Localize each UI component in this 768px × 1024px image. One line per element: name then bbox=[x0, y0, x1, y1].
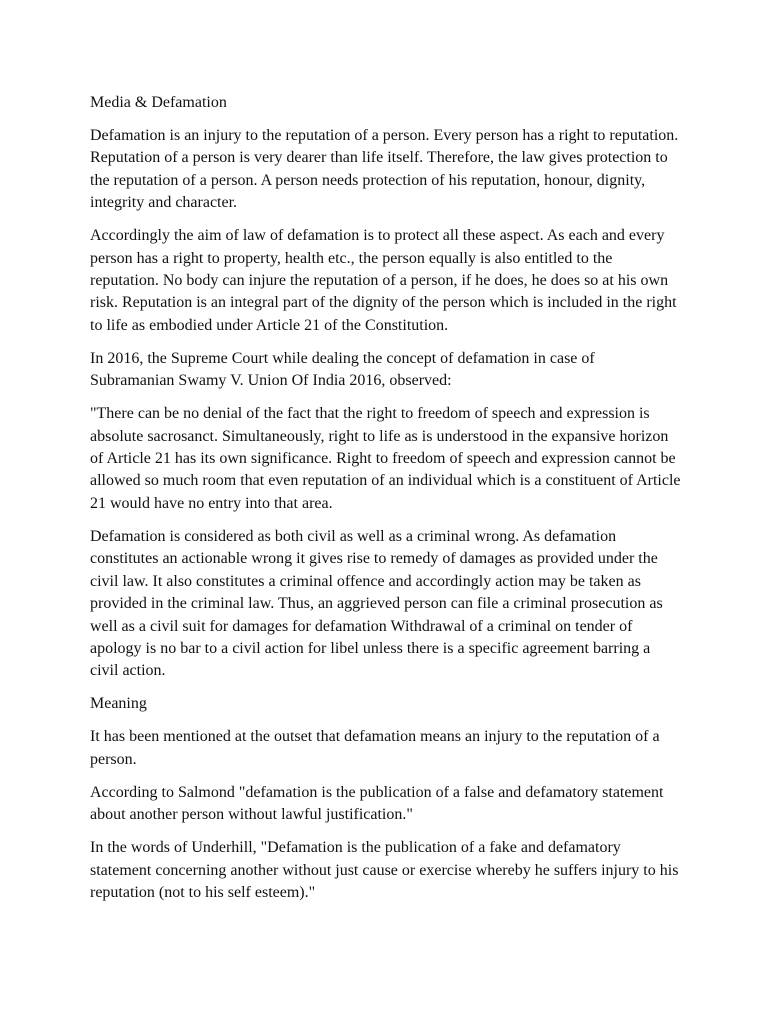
paragraph-meaning: It has been mentioned at the outset that defamation means an injury to the reputation of a person. bbox=[90, 728, 660, 768]
document-body bbox=[90, 92, 682, 915]
paragraph-civil-criminal: Defamation is considered as both civil as well as a criminal wrong. As defamation constitutes an actionable wrong it gives rise to remedy of damages as provided under the civil law. It also constitutes a criminal offence and accordingly action may be taken as provided in the criminal law. Thus, an aggrieved person can file a criminal prosecution as well as a civil suit for damages for defamation Withdrawal of a criminal on tender of apology is no bar to a civil action for libel unless there is a specific agreement barring a civil action. bbox=[90, 527, 663, 680]
paragraph-aim-of-law: Accordingly the aim of law of defamation is to protect all these aspect. As each and every person has a right to property, health etc., the person equally is also entitled to the reputation. No body can injure the reputation of a person, if he does, he does so at his own risk. Reputation is an integral part of the dignity of the person which is included in the right to life as embodied under Article 21 of the Constitution. bbox=[90, 227, 677, 334]
paragraph-salmond: According to Salmond "defamation is the publication of a false and defamatory statement about another person without lawful justification." bbox=[90, 783, 664, 824]
document-heading: Media & Defamation bbox=[90, 94, 227, 111]
paragraph-quotation: "There can be no denial of the fact that the right to freedom of speech and expression is absolute sacrosanct. Simultaneously, right to life as is understood in the expansive horizon of Article 21 has its own significance. Right to freedom of speech and expression cannot be allowed so much room that even reputation of an individual which is a constituent of Article 21 would have no entry into that area. bbox=[90, 405, 681, 512]
paragraph-definition: Defamation is an injury to the reputation of a person. Every person has a right to reputation. Reputation of a person is very dearer than life itself. Therefore, the law gives protection to the reputation of a person. A person needs protection of his reputation, honour, dignity, integrity and character. bbox=[90, 127, 679, 212]
paragraph-supreme-court: In 2016, the Supreme Court while dealing the concept of defamation in case of Subramanian Swamy V. Union Of India 2016, observed: bbox=[90, 349, 595, 390]
paragraph-underhill: In the words of Underhill, "Defamation is the publication of a fake and defamatory statement concerning another without just cause or exercise whereby he suffers injury to his reputation (not to his self esteem)." bbox=[90, 839, 679, 901]
section-heading-meaning: Meaning bbox=[90, 695, 147, 713]
